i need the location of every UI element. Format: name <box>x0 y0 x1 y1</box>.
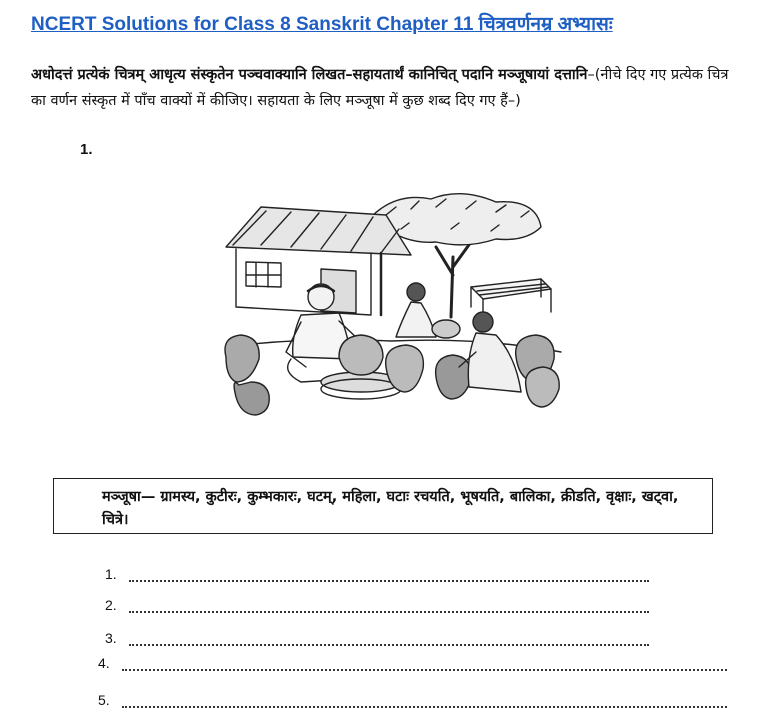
instruction-normal: –(नीचे दिए गए प्रत्येक चित्र का वर्णन संस्कृत में पाँच वाक्यों में कीजिए। सहायता के लिए मञ्जूषा में कुछ शब्द दिए गए हैं–) <box>31 67 729 109</box>
answer-line <box>98 692 727 708</box>
answer-line <box>105 630 649 646</box>
instruction-bold: अधोदत्तं प्रत्येकं चित्रम् आधृत्य संस्कृतेन पञ्चवाक्यानि लिखत–सहायतार्थं कानिचित् पदानि मञ्जूषायां दत्तानि <box>31 67 588 83</box>
answer-number: 1. <box>105 566 117 582</box>
village-potter-scene-illustration <box>221 187 567 435</box>
answer-number: 2. <box>105 597 117 613</box>
answer-line <box>98 655 727 671</box>
instruction-text <box>31 62 731 114</box>
answer-line <box>105 566 649 582</box>
page-title: NCERT Solutions for Class 8 Sanskrit Chapter 11 चित्रवर्णनम्र अभ्यासः <box>31 14 613 35</box>
answer-number: 3. <box>105 630 117 646</box>
word-box: मञ्जूषा— ग्रामस्य, कुटीरः, कुम्भकारः, घटम्, महिला, घटाः रचयति, भूषयति, बालिका, क्रीडति, वृक्षाः, खट्वा, चित्रे। <box>53 478 713 534</box>
answer-number: 5. <box>98 692 110 708</box>
answer-line <box>105 597 649 613</box>
question-number: 1. <box>80 141 93 158</box>
answer-number: 4. <box>98 655 110 671</box>
